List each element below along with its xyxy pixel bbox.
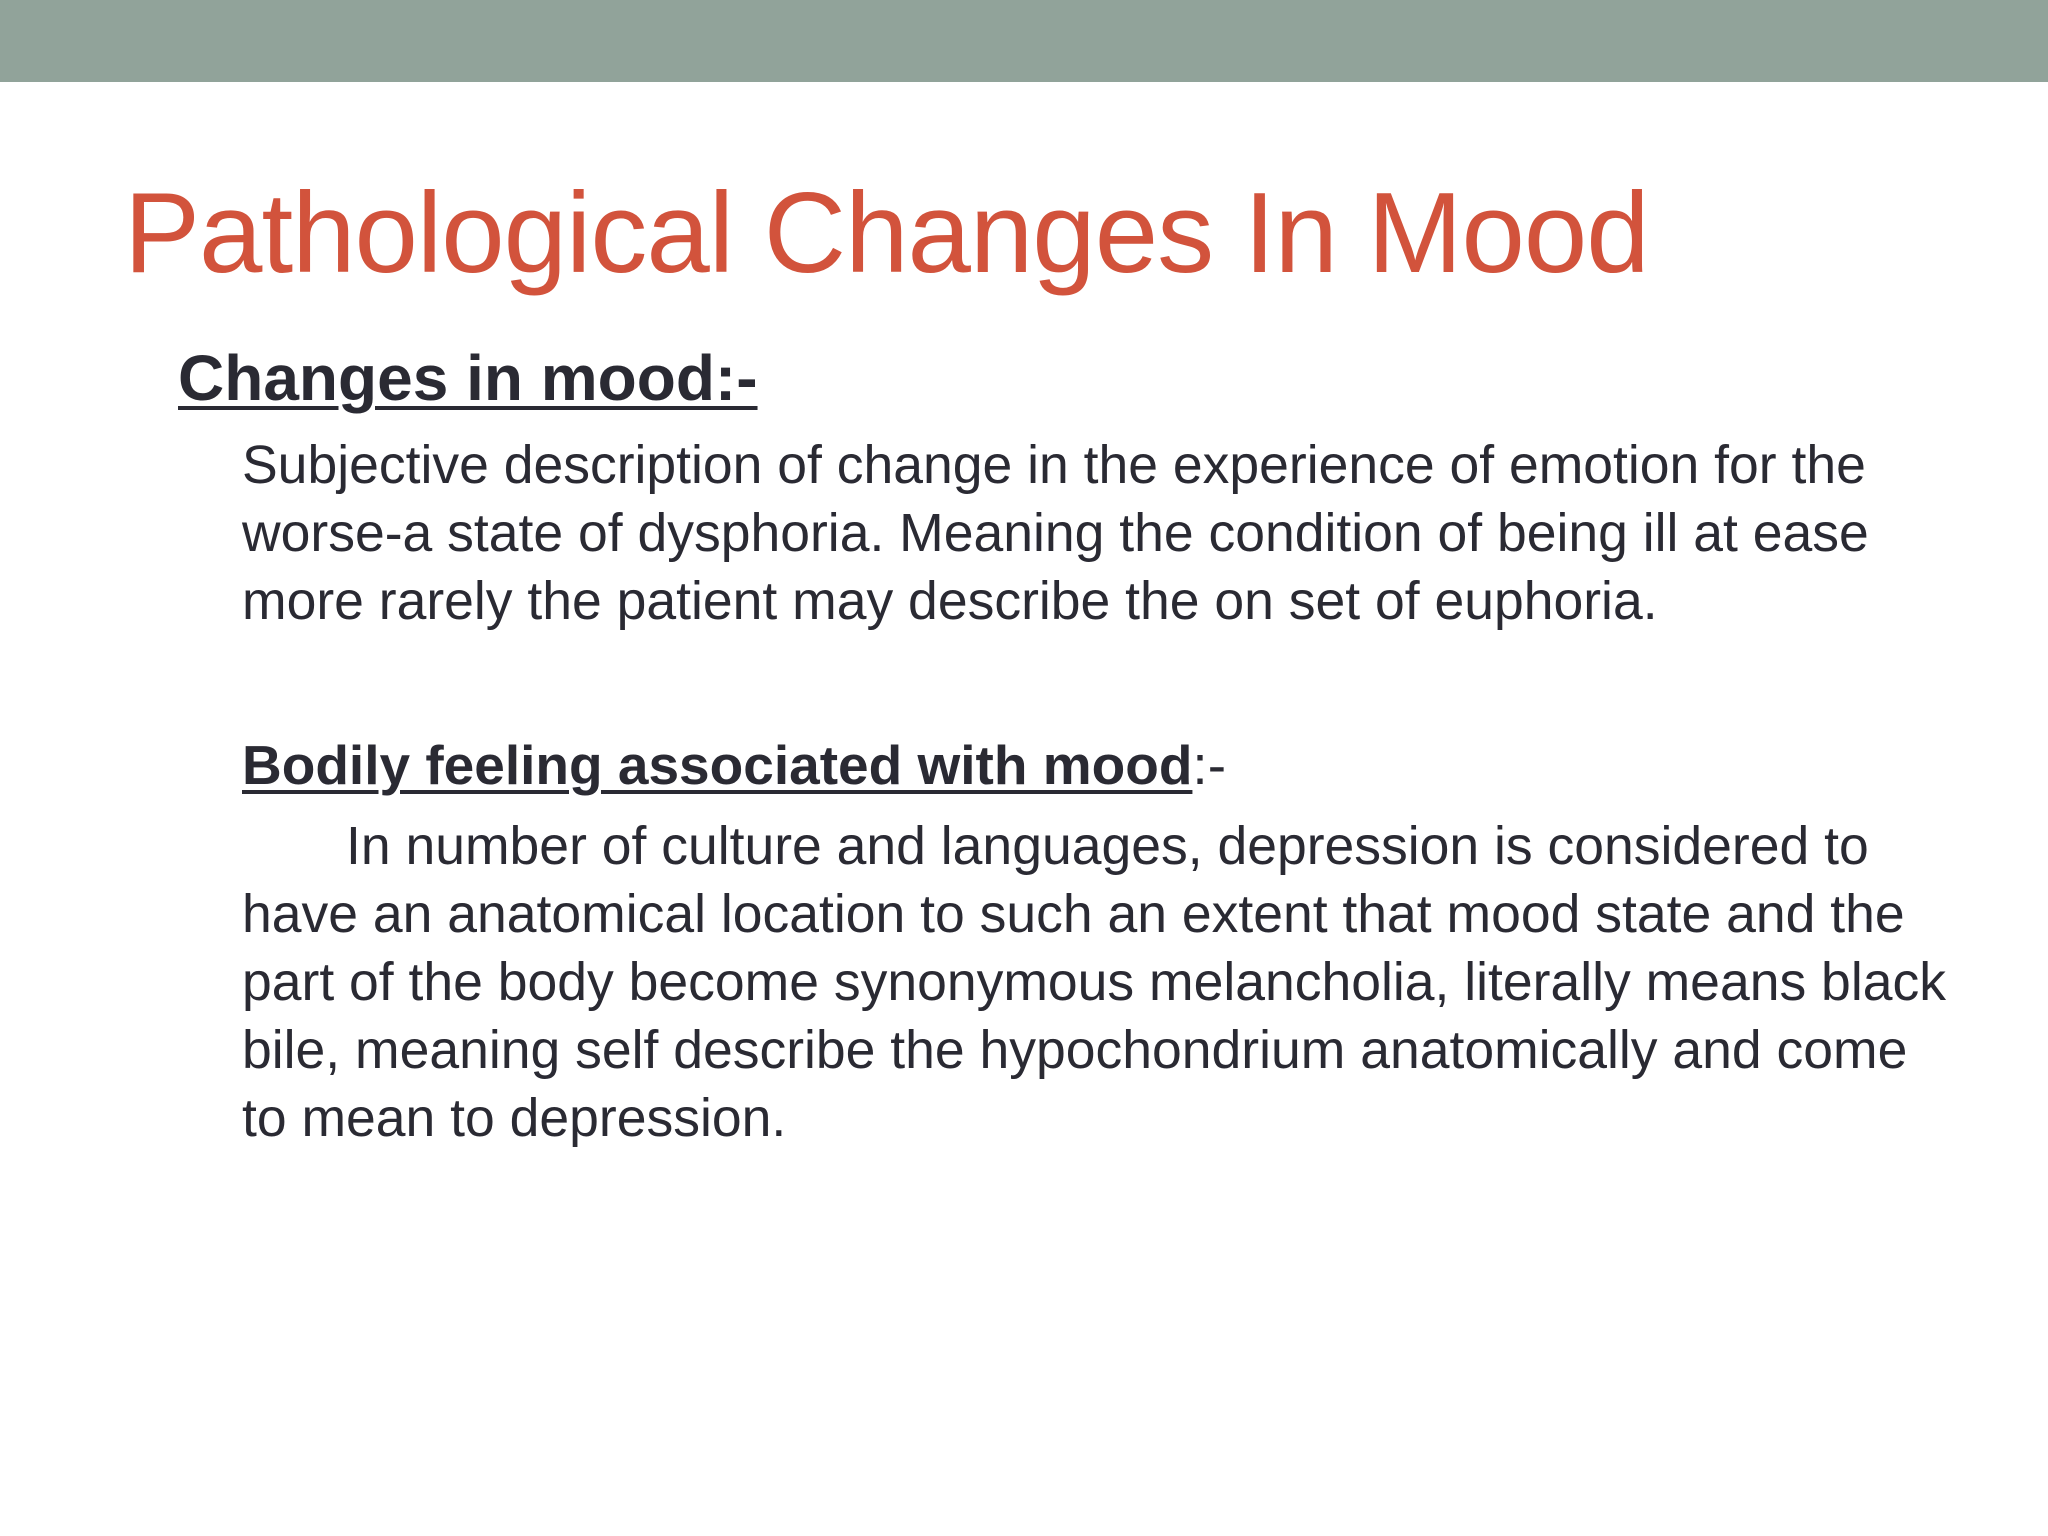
slide-title: Pathological Changes In Mood	[124, 170, 1649, 297]
section-heading-bodily-feeling	[242, 730, 1226, 800]
section-heading-bodily-feeling-suffix: :-	[1192, 734, 1227, 796]
section-heading-changes-in-mood	[178, 338, 758, 418]
section-heading-changes-in-mood-text: Changes in mood:-	[178, 342, 758, 414]
bodily-feeling-paragraph: In number of culture and languages, depression is considered to have an anatomical location to such an extent that mood state and the part of the body become synonymous melancholia, literally means black bile, meaning self describe the hypochondrium anatomically and come to mean to depression.	[242, 817, 1946, 1148]
slide-header-bar	[0, 0, 2048, 82]
changes-in-mood-paragraph: Subjective description of change in the experience of emotion for the worse-a state of dysphoria. Meaning the condition of being ill at ease more rarely the patient may describe the on set of euphoria.	[242, 436, 1869, 631]
section-heading-bodily-feeling-text: Bodily feeling associated with mood	[242, 734, 1193, 796]
